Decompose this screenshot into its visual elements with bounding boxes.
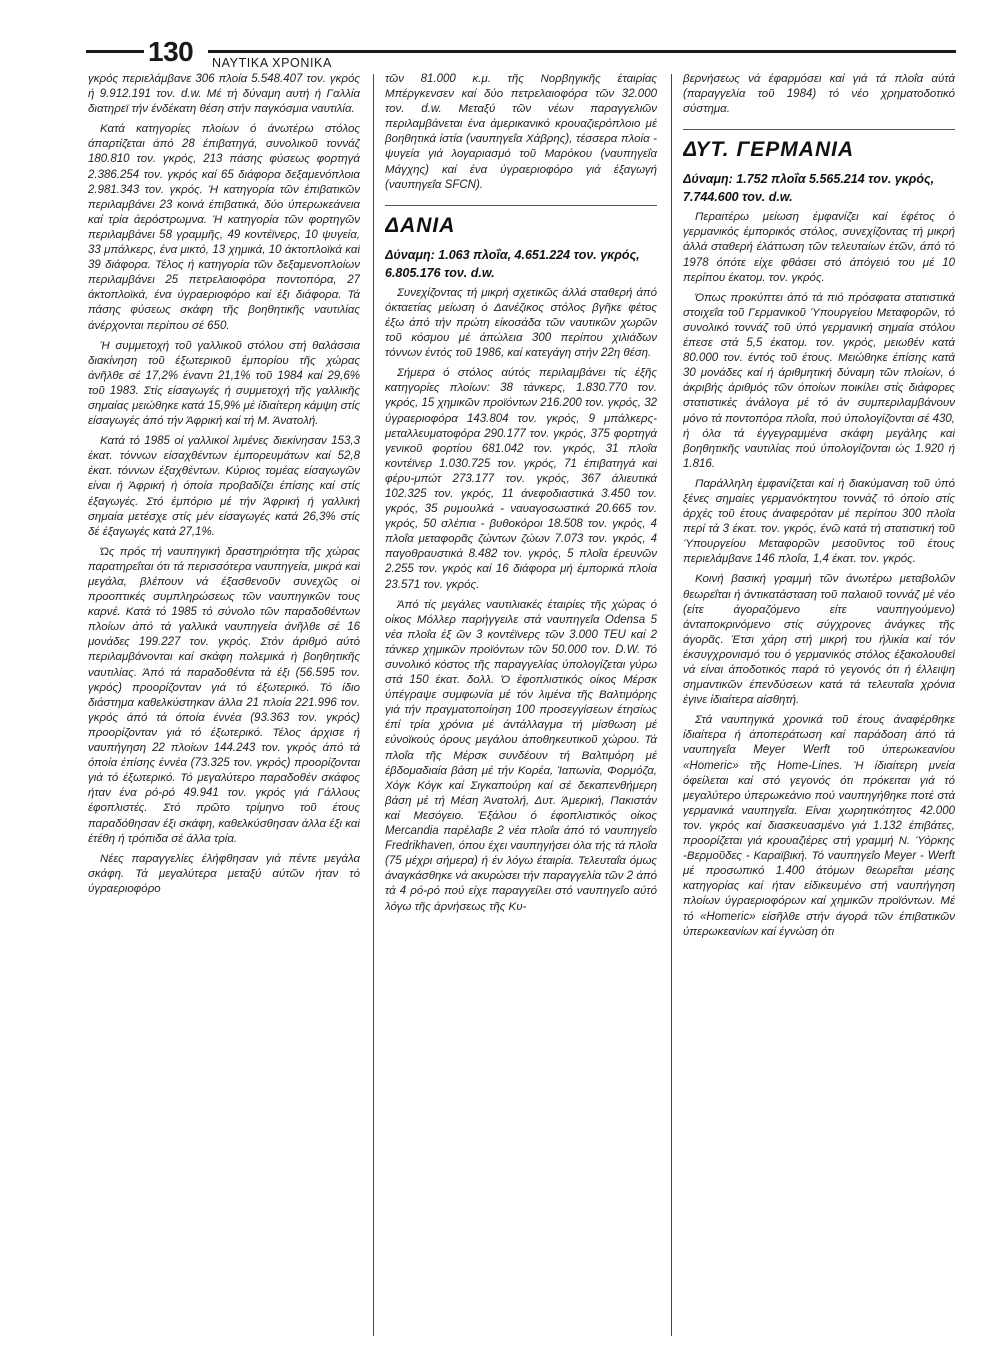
paragraph: Κατά κατηγορίες πλοίων ό άνωτέρω στόλος άπαρτίζεται άπό 28 έπιβατηγά, συνολικοῦ τοννάζ 180.810 τον. γκρός, 213 πάσης φύσεως φορτηγά 2.386.254 τον. γκρός καί 65 διάφορα δεξαμενόπλοια 2.981.343 τον. γκρός. Ή κατηγορία τῶν έπιβατικῶν περιλαμβάνει 23 κοινά έπιβατικά, δύο ύπερωκεάνεια καί τρία άερόστρωμνα. Ή κατηγορία τῶν φορτηγῶν περιλαμβάνει 58 γραμμῆς, 49 κοντέϊνερς, 10 ψυγεία, 33 μπάλκερς, ένα μικτό, 13 χημικά, 10 άκτοπλοϊκά καί 39 διάφορα. Τέλος ή κατηγορία τῶν δεξαμενοπλοίων περιλαμβάνει 25 πετρελαιοφόρα ποντοπόρα, 27 άκτοπλοϊκά, ένα ύγραεριοφόρο καί έξι διάφορα. Τά πάσης φύσεως σκάφη τῆς βοηθητικῆς ναυτιλίας άνέρχονται περίπου σέ 650. [88, 123, 360, 332]
paragraph: Κοινή βασική γραμμή τῶν άνωτέρω μεταβολῶν θεωρεΐται ή άντικατάσταση τοῦ παλαιοῦ τοννάζ μέ νέο (είτε άγοραζόμενο είτε ναυπηγούμενο) άνταποκρινόμενο στίς σύγχρονες άνάγκες τῆς άγορᾶς. Έτσι χάρη στή μικρή του ήλικία καί τόν έκσυγχρονισμό του ό γερμανικός στόλος έξακολουθεΐ νά είναι άποδοτικός παρά τό γεγονός ότι ή έλλειψη σημαντικῶν έπενδύσεων κατά τά τελευταΐα χρόνια έγινε ίδιαίτερα αίσθητή. [683, 573, 955, 707]
paragraph: Κατά τό 1985 οί γαλλικοί λιμένες διεκίνησαν 153,3 έκατ. τόννων είσαχθέντων έμπορευμάτων καί 52,8 έκατ. τόννων έξαχθέντων. Κύριος τομέας είσαγωγῶν είναι ή Άφρική ή όποία προβαδίζει έπίσης καί στίς έξαγωγές. Στό έμπόριο μέ τήν Άφρική ή γαλλική σημαία μετέσχε στίς μέν είσαγωγές κατά 26,3% στίς δέ έξαγωγές κατά 27,1%. [88, 435, 360, 538]
paragraph: Σήμερα ό στόλος αύτός περιλαμβάνει τίς έξῆς κατηγορίες πλοίων: 38 τάνκερς, 1.830.770 τον. γκρός, 15 χημικῶν προϊόντων 216.200 τον. γκρός, 32 ύγραεριοφόρα 143.804 τον. γκρός, 9 μπάλκερς-μεταλλευματοφόρα 290.177 τον. γκρός, 375 φορτηγά γενικοῦ φορτίου 681.042 τον. γκρός, 31 πλοΐα κοντέϊνερ 1.030.725 τον. γκρός, 71 έπιβατηγά καί φέρυ-μπώτ 273.177 τον. γκρός, 367 άλιευτικά 102.325 τον. γκρός, 11 άνεφοδιαστικά 3.450 τον. γκρός, 35 ρυμουλκά - ναυαγοσωστικά 20.665 τον. γκρός, 50 σλέπια - βυθοκόροι 18.508 τον. γκρός, 4 πλοΐα μεταφορᾶς ζώντων ζώων 7.073 τον. γκρός, 4 παγοθραυστικά 8.482 τον. γκρός, 5 πλοΐα έρευνῶν 2.255 τον. γκρός καί 16 διάφορα μή έμπορικά πλοία 23.571 τον. γκρός. [385, 367, 657, 591]
paragraph: Νέες παραγγελίες έλήφθησαν γιά πέντε μεγάλα σκάφη. Τά μεγαλύτερα μεταξύ αύτῶν ήταν τό ύγραεριοφόρο [88, 852, 360, 895]
paragraph: Συνεχίζοντας τή μικρή σχετικῶς άλλά σταθερή άπό όκταετίας μείωση ό Δανέζικος στόλος βγῆκε φέτος έξω άπό τήν πρώτη είκοσάδα τῶν ναυτικῶν χωρῶν τοῦ κόσμου μέ άπώλεια 300 περίπου χιλιάδων τόννων έντός τοῦ 1986, καί κατεγάγη στήν 22η θέση. [385, 286, 657, 360]
paragraph: Στά ναυπηγικά χρονικά τοῦ έτους άναφέρθηκε ίδιαίτερα ή άποπεράτωση καί παράδοση άπό τά ναυπηγεΐα Meyer Werft τοῦ ύπερωκεανίου «Homeric» τῆς Home-Lines. Ή ίδιαίτερη μνεία όφείλεται καί στό γεγονός ότι πρόκειται γιά τό μεγαλύτερο ύπερωκεάνιο πού ναυπηγήθηκε ποτέ στά γερμανικά ναυπηγεΐα. Είναι χωρητικότητος 42.000 τον. γκρός καί διασκευασμένο γιά 1.132 έπιβάτες, προορίζεται γιά κρουαζιέρες στή γραμμή Ν. Ύόρκης -Βερμοῦδες - Καραϊβική. Τό ναυπηγεΐο Meyer - Werft μέ προσωπικό 1.400 άτόμων θεωρεΐται μέσης κατηγορίας καί ήταν είδικευμένο στή ναυπήγηση πλοίων ύγραεριοφόρων καί χημικῶν προϊόντων. Μέ τό «Homeric» είσῆλθε στήν άγορά τῶν έπιβατικῶν ύπερωκεανίων καί έγνώση ότι [683, 714, 955, 938]
section-title-denmark: ΔΑΝΙΑ [385, 213, 456, 237]
paragraph: Άπό τίς μεγάλες ναυτιλιακές έταιρίες τῆς χώρας ό οίκος Μόλλερ παρήγγειλε στά ναυπηγεΐα Odensa 5 νέα πλοΐα έξ ῶν 3 κοντέϊνερς τῶν 3.000 TEU καί 2 τάνκερ χημικῶν προϊόντων τῶν 50.000 τον. D.W. Τό συνολικό κόστος τῆς παραγγελίας ύπολογίζεται γύρω στά 150 έκατ. δολλ. Ό έφοπλιστικός οίκος Μέρσκ ύπέγραψε συμφωνία μέ τόν λιμένα τῆς Βαλτιμόρης γιά τήν πραγματοποίηση 100 προσεγγίσεων έτησίως έπί τρία χρόνια μέ άντάλλαγμα τή μίσθωση μέ εύνοϊκούς όρους μεγάλου άποθηκευτικοῦ χώρου. Τά πλοΐα τῆς Μέρσκ συνδέουν τή Βαλτιμόρη μέ έβδομαδιαία βάση μέ τήν Κορέα, Ίαπωνία, Φορμόζα, Χόγκ Κόγκ καί Σιγκαπούρη καί σέ δεκαπενθήμερη βάση μέ τή Μέση Άνατολή, Δυτ. Άμερική, Πακιστάν καί Μεσόγειο. Έξάλου ό έφοπλιστικός οίκος Mercandia παρέλαβε 2 νέα πλοΐα άπό τό ναυπηγεΐο Fredrikhaven, όπου έχει ναυπηγήσει όλα τής τά πλοΐα (75 μέχρι σήμερα) ή έν λόγω έταιρία. Τελευταΐα όμως άναγκάσθηκε νά ακυρώσει τήν παραγγελία τῶν 2 άπό τά 4 ρό-ρό πού είχε παραγγείλει στό ναυπηγεΐο αύτό λόγω τῆς άρνήσεως τῆς Κυ- [385, 598, 657, 913]
header-rule-right [208, 50, 956, 53]
column-divider-2 [671, 74, 672, 1336]
column-3 [683, 72, 955, 1334]
paragraph: Ώς πρός τή ναυπηγική δραστηριότητα τῆς χώρας παρατηρεΐται ότι τά περισσότερα ναυπηγεία, μικρά καί μεγάλα, βλέπουν νά έξασθενοῦν συνεχῶς οί προοπτικές συμπληρώσεως τῶν ναυπηγικῶν τους καρνέ. Κατά τό 1985 τό σύνολο τῶν παραδοθέντων πλοίων άπό τά γαλλικά ναυπηγεία άνῆλθε σέ 16 μονάδες 199.227 τον. γκρός. Στόν άριθμό αύτό περιλαμβάνονται καί σκάφη πολεμικά ή βοηθητικῆς ναυτιλίας. Άπό τά παραδοθέντα τά έξι (56.595 τον. γκρός) προορίζονταν γιά τό έξωτερικό. Τό ίδιο διάστημα καθελκύστηκαν άλλα 21 πλοία 221.996 τον. γκρός άπό τά όποία έννέα (93.363 τον. γκρός) προορίζονταν γιά τό έξωτερικό. Τέλος άρχισε ή ναυπήγηση 22 πλοίων 144.243 τον. γκρός άπό τά όποία έπίσης έννέα (73.325 τον. γκρός) προορίζονται γιά τό έξωτερικό. Τό μεγαλύτερο παραδοθέν σκάφος ήταν ένα ρό-ρό 49.941 τον. γκρός γιά Γάλλους έφοπλιστές. Στό πρῶτο τρίμηνο τοῦ έτους παραδόθησαν έξι σκάφη, καθελκύσθησαν άλλα έξι καί έτέθη ή τρόπιδα σέ άλλα τρία. [88, 545, 360, 845]
section-rule [683, 129, 955, 130]
paragraph: γκρός περιελάμβανε 306 πλοία 5.548.407 τον. γκρός ή 9.912.191 τον. d.w. Μέ τή δύναμη αυτή ή Γαλλία διατηρεϊ τήν ένδέκατη θέση στήν παγκόσμια ναυτιλία. [88, 73, 360, 116]
section-title-west-germany: ΔΥΤ. ΓΕΡΜΑΝΙΑ [683, 138, 855, 162]
magazine-title: ΝΑΥΤΙΚΑ ΧΡΟΝΙΚΑ [212, 56, 332, 70]
section-rule [385, 205, 657, 206]
paragraph: Παράλληλη έμφανίζεται καί ή διακύμανση τοῦ ύπό ξένες σημαίες γερμανόκτητου τοννάζ τό όποίο στίς άρχές τοῦ έτους άναφερόταν μέ περίπου 300 πλοΐα περί τά 3 έκατ. τον. γκρός, ένῶ κατά τή στατιστική τοῦ Ύπουργείου Μεταφορῶν μεσοῦντος τοῦ έτους περιελάμβανε 146 πλοΐα, 1,4 έκατ. τον. γκρός. [683, 477, 955, 566]
paragraph: Περαιτέρω μείωση έμφανίζει καί έφέτος ό γερμανικός έμπορικός στόλος, συνεχίζοντας τή μικρή άλλά σταθερή έλάττωση τῶν τελευταίων έτῶν, άπό τό 1978 όπότε είχε φθάσει στό άπόγειό του μέ 10 περίπου έκατομ. τον. γκρός. [683, 211, 955, 284]
header-rule-left [86, 50, 144, 53]
fleet-power-west-germany: Δύναμη: 1.752 πλοΐα 5.565.214 τον. γκρός, 7.744.600 τον. d.w. [683, 172, 935, 205]
fleet-power-denmark: Δύναμη: 1.063 πλοΐα, 4.651.224 τον. γκρός, 6.805.176 τον. d.w. [385, 247, 640, 280]
page-header [86, 37, 956, 69]
paragraph: βερνήσεως νά έφαρμόσει καί γιά τά πλοΐα αύτά (παραγγελία τοῦ 1984) τό νέο χρηματοδοτικό σύστημα. [683, 73, 955, 116]
paragraph: Ή συμμετοχή τοῦ γαλλικοῦ στόλου στή θαλάσσια διακίνηση τοῦ έξωτερικοῦ έμπορίου τῆς χώρας άνῆλθε σέ 17,2% έναντι 21,1% τοῦ 1984 καί 29,6% τοῦ 1983. Στίς είσαγωγές ή συμμετοχή τῆς γαλλικῆς σημαίας μειώθηκε κατά 15,9% μέ ίδιαίτερη κάμψη στίς είσαγωγές άπό τήν Άφρική καί τή Μ. Άνατολή. [88, 339, 360, 428]
paragraph: Όπως προκύπτει άπό τά πιό πρόσφατα στατιστικά στοιχεΐα τοῦ Γερμανικοῦ Ύπουργείου Μεταφορῶν, τό συνολικό τοννάζ τοῦ ύπό γερμανική σημαία στόλου έπεσε στά 5,5 έκατομ. τον. γκρός, μειωθέν κατά 80.000 τον. έντός τοῦ έτους. Μειώθηκε έπίσης κατά 30 μονάδες καί ή άριθμητική δύναμη τῶν πλοίων, ό άκριβής άριθμός τῶν όποίων ποικίλει στίς διάφορες στατιστικές άνάλογα μέ τό άν συμπεριλαμβάνουν μόνο τά ποντοπόρα πλοΐα, πού ύπολογίζονται σέ 430, ή όλα τά έγγεγραμμένα σκάφη μεγάλης καί βοηθητικῆς ναυτιλίας πού ύπολογίζονται ώς 1.920 ή 1.816. [683, 291, 955, 470]
page-number: 130 [148, 36, 194, 67]
paragraph: τῶν 81.000 κ.μ. τῆς Νορβηγικῆς έταιρίας Μπέργκενσεν καί δύο πετρελαιοφόρα τῶν 32.000 τον. d.w. Μεταξύ τῶν νέων παραγγελιῶν περιλαμβάνεται ένα άμερικανικό κρουαζιερόπλοιο μέ βοηθητικά ίστία (ναυπηγεΐα Χάβρης), τέσσερα πλοία - ψυγεία γιά λογαριασμό τοῦ Μαρόκου (ναυπηγεΐα Μάγχης) καί ένα ύγραεριοφόρο γιά έξαγωγή (ναυπηγεΐα SFCN). [385, 73, 657, 191]
column-divider-1 [373, 74, 374, 1336]
column-2 [385, 72, 657, 1334]
column-1 [88, 72, 360, 1334]
